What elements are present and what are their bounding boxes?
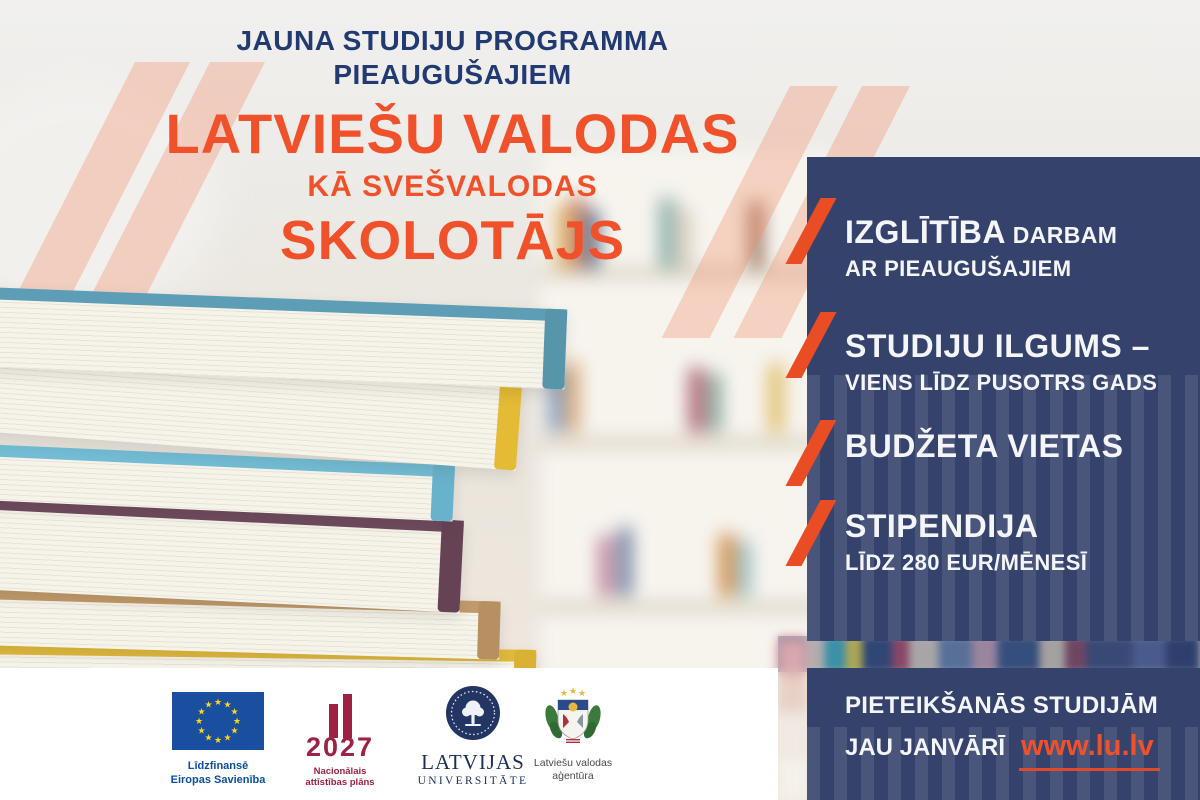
item-title: STUDIJU ILGUMS –	[845, 328, 1150, 364]
nap2027-logo	[300, 694, 380, 789]
nap-caption-line2: attīstības plāns	[305, 777, 375, 789]
item-title: IZGLĪTĪBA	[845, 214, 1006, 250]
panel-item-izglitiba	[845, 215, 1170, 282]
nap2027-year: 2027	[305, 732, 375, 762]
item-subtitle: AR PIEAUGUŠAJIEM	[845, 256, 1072, 282]
cta-line2: JAU JANVĀRĪ	[845, 734, 1006, 761]
photo-band-tint	[778, 636, 1200, 672]
website-link[interactable]: www.lu.lv	[1019, 730, 1160, 771]
cta-block	[845, 692, 1160, 771]
svg-text:★: ★	[204, 699, 213, 710]
footer-logo-bar	[0, 668, 778, 800]
lva-agency-logo	[518, 686, 628, 783]
eu-flag-icon	[172, 692, 264, 750]
svg-text:★: ★	[577, 688, 587, 698]
svg-text:★: ★	[213, 735, 223, 745]
svg-text:★: ★	[194, 716, 204, 726]
eu-caption-line2: Eiropas Savienība	[170, 773, 266, 786]
kicker-line1: JAUNA STUDIJU PROGRAMMA	[236, 25, 669, 56]
svg-text:★: ★	[230, 725, 239, 736]
item-subtitle: LĪDZ 280 EUR/MĒNESĪ	[845, 550, 1088, 576]
panel-item-stipendija	[845, 509, 1170, 576]
svg-text:★: ★	[204, 732, 213, 743]
nap-caption-line1: Nacionālais	[313, 766, 367, 777]
book-stack-photo	[0, 280, 720, 700]
svg-text:★: ★	[223, 732, 232, 743]
lu-seal-icon	[444, 684, 502, 742]
svg-text:★: ★	[197, 706, 206, 717]
lva-caption-line2: aģentūra	[552, 770, 594, 783]
lva-coat-of-arms-icon	[543, 686, 603, 748]
title-line2: KĀ SVEŠVALODAS	[307, 170, 598, 204]
eu-caption-line1: Līdzfinansē	[187, 760, 249, 772]
item-subtitle: VIENS LĪDZ PUSOTRS GADS	[845, 370, 1158, 396]
item-title: STIPENDIJA	[845, 508, 1039, 544]
svg-text:★: ★	[559, 688, 569, 698]
svg-text:★: ★	[230, 706, 239, 717]
lva-caption-line1: Latviešu valodas	[533, 757, 613, 769]
svg-text:★: ★	[197, 725, 206, 736]
kicker-line2: PIEAUGUŠAJIEM	[333, 59, 572, 91]
panel-item-ilgums	[845, 329, 1170, 396]
item-title: BUDŽETA VIETAS	[845, 428, 1124, 464]
svg-text:★: ★	[232, 716, 242, 726]
svg-text:★: ★	[213, 697, 223, 707]
item-title-suffix: DARBAM	[1005, 222, 1118, 248]
lu-name-line1: LATVIJAS	[421, 750, 525, 774]
svg-text:★: ★	[568, 686, 578, 696]
title-line1: LATVIEŠU VALODAS	[165, 102, 740, 166]
headline-block	[115, 24, 790, 272]
svg-text:★: ★	[223, 699, 232, 710]
info-panel	[807, 157, 1200, 641]
lu-name-line2: UNIVERSITĀTE	[417, 775, 529, 787]
photo-strip-right-of-whitebar	[778, 640, 807, 800]
panel-item-budzeta	[845, 429, 1170, 470]
eu-flag-logo	[168, 692, 268, 788]
title-line3: SKOLOTĀJS	[279, 209, 626, 272]
cta-line1: PIETEIKŠANĀS STUDIJĀM	[845, 692, 1159, 719]
